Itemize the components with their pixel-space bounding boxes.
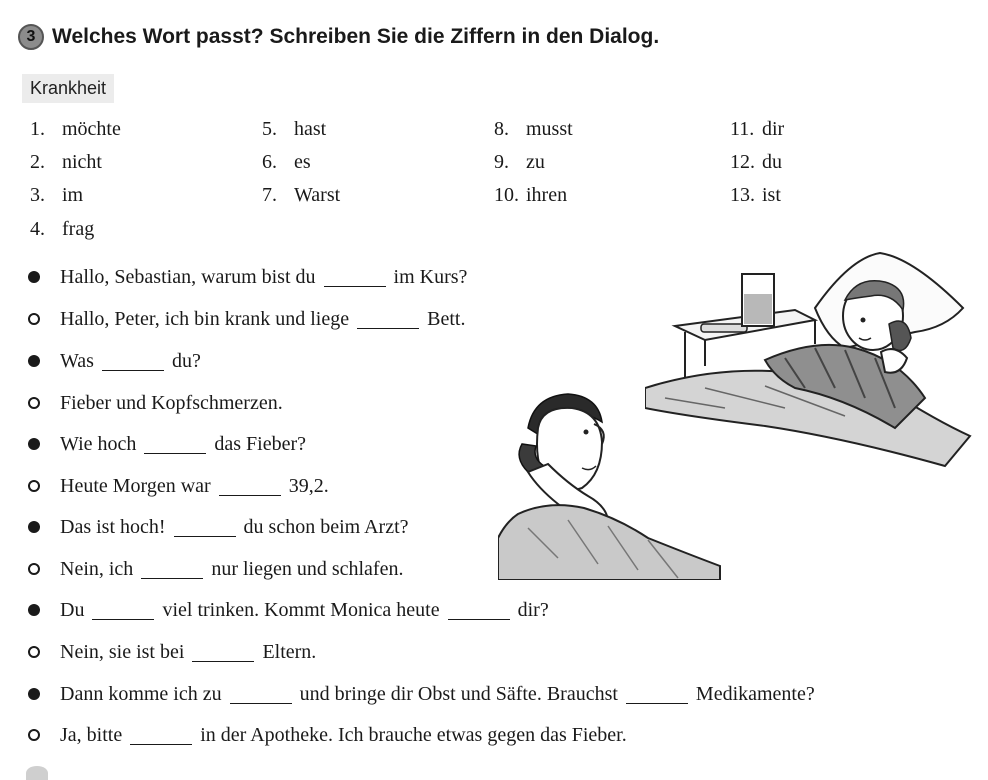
speaker-b-marker: [28, 646, 40, 658]
word-bank-item: 11. dir: [730, 118, 785, 140]
dialog-line: Hallo, Peter, ich bin krank und liege Bett.: [28, 305, 465, 333]
dialog-line: Dann komme ich zu und bringe dir Obst und Säfte. Brauchst Medikamente?: [28, 680, 815, 708]
dialog-line: Wie hoch das Fieber?: [28, 430, 306, 458]
dialog-line: Nein, ich nur liegen und schlafen.: [28, 555, 403, 583]
answer-blank[interactable]: [448, 601, 510, 620]
speaker-b-marker: [28, 480, 40, 492]
word-bank-item: 3. im: [30, 184, 84, 206]
word-bank-item: 10. ihren: [494, 184, 568, 206]
word-bank-item: 13. ist: [730, 184, 781, 206]
answer-blank[interactable]: [626, 685, 688, 704]
answer-blank[interactable]: [102, 352, 164, 371]
answer-blank[interactable]: [174, 518, 236, 537]
answer-blank[interactable]: [219, 477, 281, 496]
answer-blank[interactable]: [130, 726, 192, 745]
word-bank-item: 6. es: [262, 151, 311, 173]
speaker-a-marker: [28, 271, 40, 283]
dialog-line: Hallo, Sebastian, warum bist du im Kurs?: [28, 263, 467, 291]
speaker-b-marker: [28, 313, 40, 325]
speaker-a-marker: [28, 438, 40, 450]
speaker-a-marker: [28, 521, 40, 533]
answer-blank[interactable]: [357, 310, 419, 329]
answer-blank[interactable]: [192, 643, 254, 662]
answer-blank[interactable]: [230, 685, 292, 704]
word-bank-item: 8. musst: [494, 118, 573, 140]
speaker-a-marker: [28, 688, 40, 700]
dialog-line: Fieber und Kopfschmerzen.: [28, 389, 283, 417]
word-bank: [0, 0, 988, 250]
word-bank-item: 1. möchte: [30, 118, 121, 140]
answer-blank[interactable]: [144, 435, 206, 454]
answer-blank[interactable]: [92, 601, 154, 620]
speaker-a-marker: [28, 355, 40, 367]
exercise-number-badge: 3: [18, 24, 44, 50]
dialog-line: Nein, sie ist bei Eltern.: [28, 638, 316, 666]
speaker-a-marker: [28, 604, 40, 616]
speaker-b-marker: [28, 563, 40, 575]
dialog-line: Was du?: [28, 347, 201, 375]
word-bank-item: 4. frag: [30, 218, 95, 240]
man-on-phone-icon: [498, 388, 724, 580]
exercise-instruction: Welches Wort passt? Schreiben Sie die Ziffern in den Dialog.: [52, 25, 660, 48]
speaker-b-marker: [28, 397, 40, 409]
speaker-b-marker: [28, 729, 40, 741]
word-bank-item: 5. hast: [262, 118, 327, 140]
word-bank-item: 9. zu: [494, 151, 545, 173]
dialog-line: Ja, bitte in der Apotheke. Ich brauche etwas gegen das Fieber.: [28, 721, 627, 749]
word-bank-item: 7. Warst: [262, 184, 341, 206]
answer-blank[interactable]: [324, 268, 386, 287]
answer-blank[interactable]: [141, 560, 203, 579]
section-title: Krankheit: [22, 74, 114, 103]
dialog-line: Heute Morgen war 39,2.: [28, 472, 329, 500]
word-bank-item: 2. nicht: [30, 151, 102, 173]
dialog-line: Das ist hoch! du schon beim Arzt?: [28, 513, 409, 541]
next-exercise-badge: [26, 766, 48, 780]
dialog-line: Du viel trinken. Kommt Monica heute dir?: [28, 596, 549, 624]
word-bank-item: 12. du: [730, 151, 782, 173]
